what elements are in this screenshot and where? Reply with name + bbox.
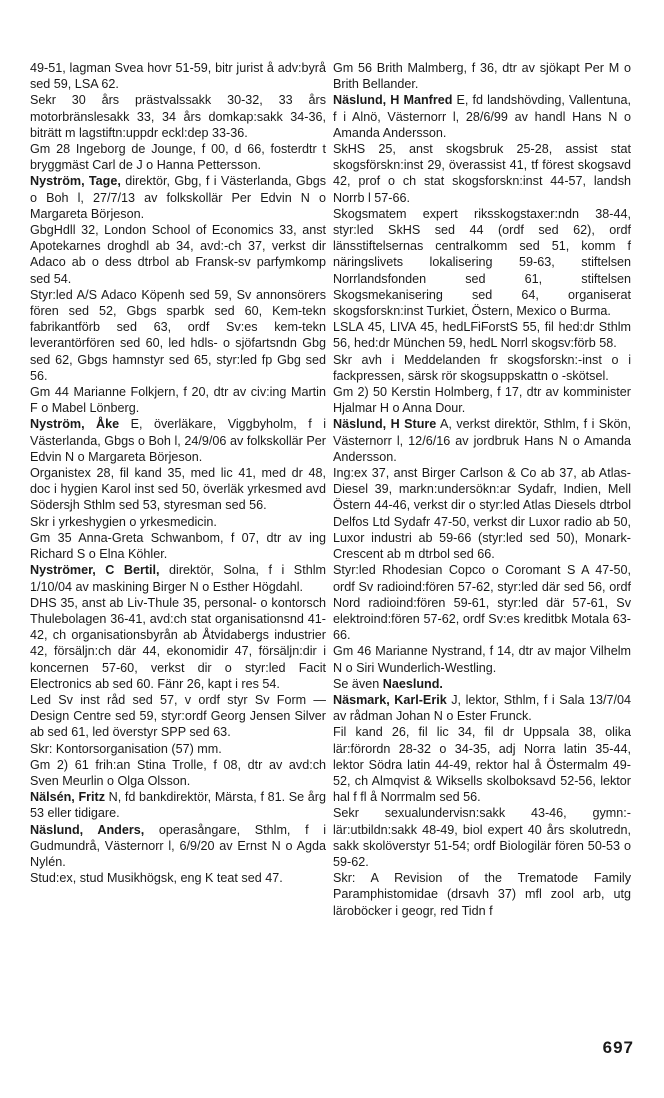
entry-paragraph [333, 206, 631, 319]
entry-paragraph [30, 92, 326, 141]
person-name: Näslund, Anders, [30, 822, 145, 837]
entry-text: Styr:led Rhodesian Copco o Coromant S A 47-50, ordf Sv radioind:fören 57-62, styr:led där sed 56, ordf Nord radioind:fören 59-61, styr:led där 57-61, Sv elektroind:fören 57-62, ordf Sv:es kreditbk Motala 63-66. [333, 563, 631, 643]
entry-text: Ing:ex 37, anst Birger Carlson & Co ab 37, ab Atlas-Diesel 39, markn:undersökn:ar Sydafr, Indien, Mell Östern 44-46, verkst dir o styr:led Atlas Diesels dtrbol Delfos Ltd Sydafr 47-50, verkst dir Luxor radio ab 50, Luxor industri ab 59-66 (styr:led sed 50), Monark-Crescent ab m dtrbol sed 66. [333, 466, 631, 562]
entry-text: Skr: Kontorsorganisation (57) mm. [30, 741, 222, 756]
entry-text: Gm 56 Brith Malmberg, f 36, dtr av sjökapt Per M o Brith Bellander. [333, 61, 631, 92]
entry-text: Gm 2) 50 Kerstin Holmberg, f 17, dtr av komminister Hjalmar H o Anna Dour. [333, 385, 631, 416]
entry-text: E, fd landshövding, Vallentuna, f i Alnö, Västernorr l, 28/6/99 av handl Hans N o Amanda Andersson. [333, 93, 631, 140]
entry-paragraph [30, 530, 326, 562]
entry-paragraph [30, 465, 326, 514]
entry-text: E, överläkare, Viggbyholm, f i Västerlanda, Gbgs o Boh l, 24/9/06 av folkskollär Per Edvin N o Margareta Börjeson. [30, 417, 326, 464]
entry-paragraph [333, 724, 631, 805]
entry-text: A, verkst direktör, Sthlm, f i Skön, Västernorr l, 12/6/16 av jordbruk Hans N o Amanda Andersson. [333, 417, 631, 464]
entry-paragraph [30, 870, 326, 886]
right-column [333, 60, 631, 919]
entry-paragraph [333, 562, 631, 643]
entry-text: Skogsmatem expert riksskogstaxer:ndn 38-44, styr:led SkHS sed 44 (ordf sed 62), ordf länsstiftelsernas centralkomm sed 51, komm f näringslivets lokalisering 59-63, stiftelsen Norrlandsfonden sed 61, stiftelsen Skogsmekanisering sed 64, organiserat skogsforskn:inst Turkiet, Östern, Mexico o Burma. [333, 206, 631, 319]
entry-heading-paragraph [30, 173, 326, 222]
entry-text: direktör, Solna, f i Sthlm 1/10/04 av maskining Birger N o Esther Högdahl. [30, 563, 326, 594]
entry-text: Stud:ex, stud Musikhögsk, eng K teat sed 47. [30, 871, 283, 886]
entry-text: Gm 28 Ingeborg de Jounge, f 00, d 66, fosterdtr t bryggmäst Carl de J o Hanna Pettersson. [30, 142, 326, 173]
entry-paragraph [333, 805, 631, 870]
entry-text: Organistex 28, fil kand 35, med lic 41, med dr 48, doc i hygien Karol inst sed 50, överläk yrkesmed avd Södersjh Sthlm sed 53, styresman sed 56. [30, 466, 326, 513]
entry-text: LSLA 45, LIVA 45, hedLFiForstS 55, fil hed:dr Sthlm 56, hed:dr München 59, hedL Norrl skogsv:förb 58. [333, 320, 631, 351]
entry-paragraph [30, 60, 326, 92]
entry-paragraph [333, 319, 631, 351]
entry-text: Skr: A Revision of the Trematode Family Paramphistomidae (drsavh 37) mfl zool arb, utg läroböcker i geogr, red Tidn f [333, 871, 631, 918]
entry-text: Fil kand 26, fil lic 34, fil dr Uppsala 38, olika lär:förordn 28-32 o 34-35, adj Norra latin 35-44, lektor Södra latin 44-49, rektor hal å Östermalm 49-52, ch Almqvist & Wiksells skolboksavd 52-56, lektor hal f fl å Norrmalm sed 56. [333, 725, 631, 805]
entry-text: Gm 46 Marianne Nystrand, f 14, dtr av major Vilhelm N o Siri Wunderlich-Westling. [333, 644, 631, 675]
entry-paragraph [30, 514, 326, 530]
entry-text: Gm 2) 61 frih:an Stina Trolle, f 08, dtr av avd:ch Sven Meurlin o Olga Olsson. [30, 757, 326, 788]
entry-text: GbgHdll 32, London School of Economics 33, anst Apotekarnes droghdl ab 34, avd:-ch 37, verkst dir Adaco ab o dess dtrbol ab Fransk-sv parfymkomp sed 54. [30, 223, 326, 286]
entry-text: DHS 35, anst ab Liv-Thule 35, personal- o kontorsch Thulebolagen 36-41, avd:ch stat organisationsnd 41-42, ch organisationsbyrån ab Åtvidabergs industrier 42, försäljn:ch där 44, ekonomidir 47, försäljn:dir i koncernen 57-60, verkst dir o styr:led Facit Electronics ab sed 60. Fänr 26, kapt i res 54. [30, 595, 326, 691]
entry-heading-paragraph [30, 562, 326, 594]
entry-paragraph [333, 870, 631, 919]
entry-paragraph [30, 141, 326, 173]
entry-heading-paragraph [333, 92, 631, 141]
entry-text: J, lektor, Sthlm, f i Sala 13/7/04 av rådman Johan N o Ester Frunck. [333, 692, 631, 724]
entry-text: Sekr sexualundervisn:sakk 43-46, gymn:-lär:utbildn:sakk 48-49, biol expert 40 års skolutredn, sakk skolöverstyr 51-54; ordf Biologilär fören 50-53 o 59-62. [333, 806, 631, 869]
entry-paragraph [30, 384, 326, 416]
entry-paragraph [333, 643, 631, 675]
person-name: Nälsén, Fritz [30, 790, 106, 805]
entry-text: N, fd bankdirektör, Märsta, f 81. Se årg 53 eller tidigare. [30, 790, 326, 821]
entry-paragraph [30, 595, 326, 692]
page-number: 697 [602, 1038, 634, 1057]
entry-text: Led Sv inst råd sed 57, v ordf styr Sv Form — Design Centre sed 59, styr:ordf Georg Jensen Silver ab sed 61, led överstyr SPP sed 63. [30, 692, 326, 740]
cross-reference-name: Naeslund. [382, 676, 443, 691]
entry-text: SkHS 25, anst skogsbruk 25-28, assist stat skogsförskn:inst 29, överassist 41, tf förest skogsavd 42, prof o ch stat skogsforskn:inst 44-57, landsh Norrb l 57-66. [333, 142, 631, 205]
entry-text: 49-51, lagman Svea hovr 51-59, bitr jurist å adv:byrå sed 59, LSA 62. [30, 61, 326, 92]
entry-heading-paragraph [30, 822, 326, 871]
person-name: Nyström, Tage, [30, 174, 121, 189]
person-name: Näslund, H Manfred [333, 93, 453, 108]
entry-paragraph [30, 287, 326, 384]
entry-text: Gm 44 Marianne Folkjern, f 20, dtr av civ:ing Martin F o Mabel Lönberg. [30, 385, 326, 416]
entry-paragraph [333, 384, 631, 416]
entry-text: operasångare, Sthlm, f i Gudmundrå, Västernorr l, 6/9/20 av Ernst N o Agda Nylén. [30, 822, 327, 869]
left-column [30, 60, 326, 886]
entry-paragraph [333, 60, 631, 92]
entry-paragraph [30, 757, 326, 789]
entry-text: Sekr 30 års prästvalssakk 30-32, 33 års motorbränslesakk 33, 34 års domkap:sakk 34-36, biträtt m lagstiftn:uppdr eckl:dep 33-36. [30, 93, 326, 140]
entry-paragraph [333, 141, 631, 206]
person-name: Nyströmer, C Bertil, [30, 563, 160, 578]
entry-paragraph [30, 222, 326, 287]
entry-heading-paragraph [30, 416, 326, 465]
entry-text: Gm 35 Anna-Greta Schwanbom, f 07, dtr av ing Richard S o Elna Köhler. [30, 530, 326, 562]
entry-paragraph [30, 741, 326, 757]
person-name: Nyström, Åke [30, 417, 120, 432]
entry-text: Styr:led A/S Adaco Köpenh sed 59, Sv annonsörers fören sed 52, Gbgs sparbk sed 60, Kem-tekn fabrikantförb sed 63, ordf Sv:es kem-tekn leverantörfören sed 60, led hdls- o sjöfartsndn Gbg sed 62, Gbgs hamnstyr sed 65, styr:led fp Gbg sed 56. [30, 287, 326, 383]
entry-paragraph [333, 676, 631, 692]
entry-text: Skr i yrkeshygien o yrkesmedicin. [30, 514, 217, 529]
entry-heading-paragraph [333, 416, 631, 465]
entry-heading-paragraph [30, 789, 326, 821]
entry-paragraph [333, 352, 631, 384]
entry-text: Se även [333, 676, 383, 691]
entry-paragraph [30, 692, 326, 741]
entry-heading-paragraph [333, 692, 631, 724]
entry-paragraph [333, 465, 631, 562]
person-name: Näsmark, Karl-Erik [333, 692, 447, 707]
entry-text: Skr avh i Meddelanden fr skogsforskn:-inst o i fackpressen, särsk rör skogsuppskattn o -skötsel. [333, 352, 631, 383]
entry-text: direktör, Gbg, f i Västerlanda, Gbgs o Boh l, 27/7/13 av folkskollär Per Edvin N o Margareta Börjeson. [30, 174, 327, 221]
person-name: Näslund, H Sture [333, 417, 437, 432]
